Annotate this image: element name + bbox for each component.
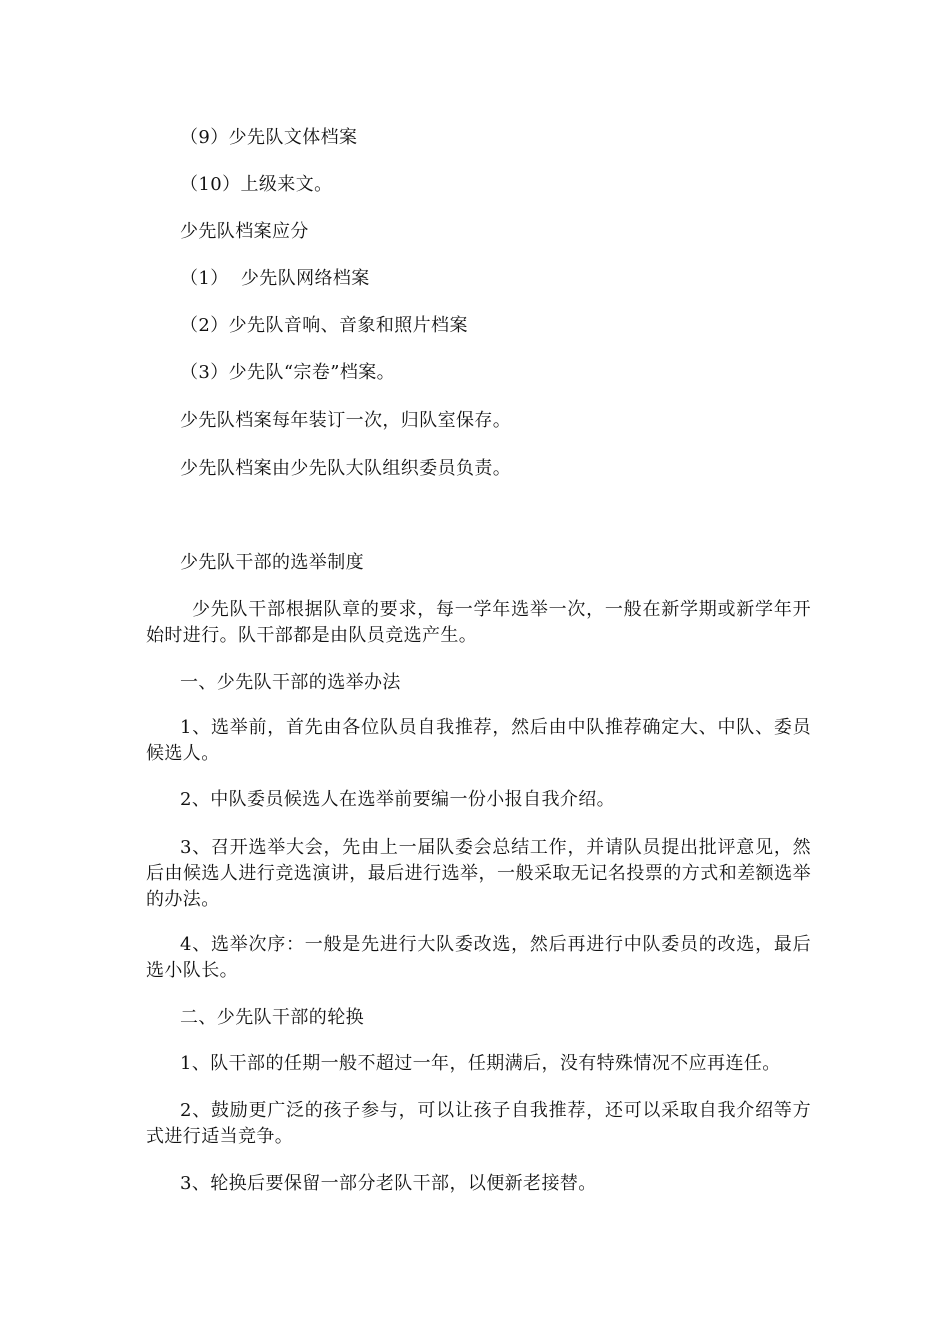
archive-item-9: （9）少先队文体档案: [180, 127, 358, 148]
archive-item-10: （10）上级来文。: [180, 174, 333, 195]
section-1-paragraph-4: 4、选举次序：一般是先进行大队委改选，然后再进行中队委员的改选，最后选小队长。: [146, 934, 811, 981]
section-1-paragraph-1: 1、选举前，首先由各位队员自我推荐，然后由中队推荐确定大、中队、委员候选人。: [146, 717, 811, 764]
section-1-heading: 一、少先队干部的选举办法: [180, 672, 401, 693]
section-2-paragraph-2: 2、鼓励更广泛的孩子参与，可以让孩子自我推荐，还可以采取自我介绍等方式进行适当竞争。: [146, 1100, 811, 1147]
archive-binding-note: 少先队档案每年装订一次，归队室保存。: [180, 410, 512, 431]
election-title: 少先队干部的选举制度: [180, 552, 364, 573]
election-intro-paragraph: 少先队干部根据队章的要求，每一学年选举一次，一般在新学期或新学年开始时进行。队干部都是由队员竞选产生。: [146, 599, 811, 646]
archive-split-heading: 少先队档案应分: [180, 221, 309, 242]
section-2-paragraph-3: 3、轮换后要保留一部分老队干部，以便新老接替。: [180, 1173, 597, 1194]
section-2-paragraph-1: 1、队干部的任期一般不超过一年，任期满后，没有特殊情况不应再连任。: [180, 1053, 781, 1074]
archive-split-item-2: （2）少先队音响、音象和照片档案: [180, 315, 468, 336]
section-1-paragraph-3: 3、召开选举大会，先由上一届队委会总结工作，并请队员提出批评意见，然后由候选人进行竞选演讲，最后进行选举，一般采取无记名投票的方式和差额选举的办法。: [146, 837, 811, 910]
section-2-heading: 二、少先队干部的轮换: [180, 1007, 364, 1028]
archive-owner-note: 少先队档案由少先队大队组织委员负责。: [180, 458, 512, 479]
archive-split-item-1: （1） 少先队网络档案: [180, 268, 370, 289]
section-1-paragraph-2: 2、中队委员候选人在选举前要编一份小报自我介绍。: [180, 789, 616, 810]
archive-split-item-3: （3）少先队“宗卷”档案。: [180, 362, 396, 383]
